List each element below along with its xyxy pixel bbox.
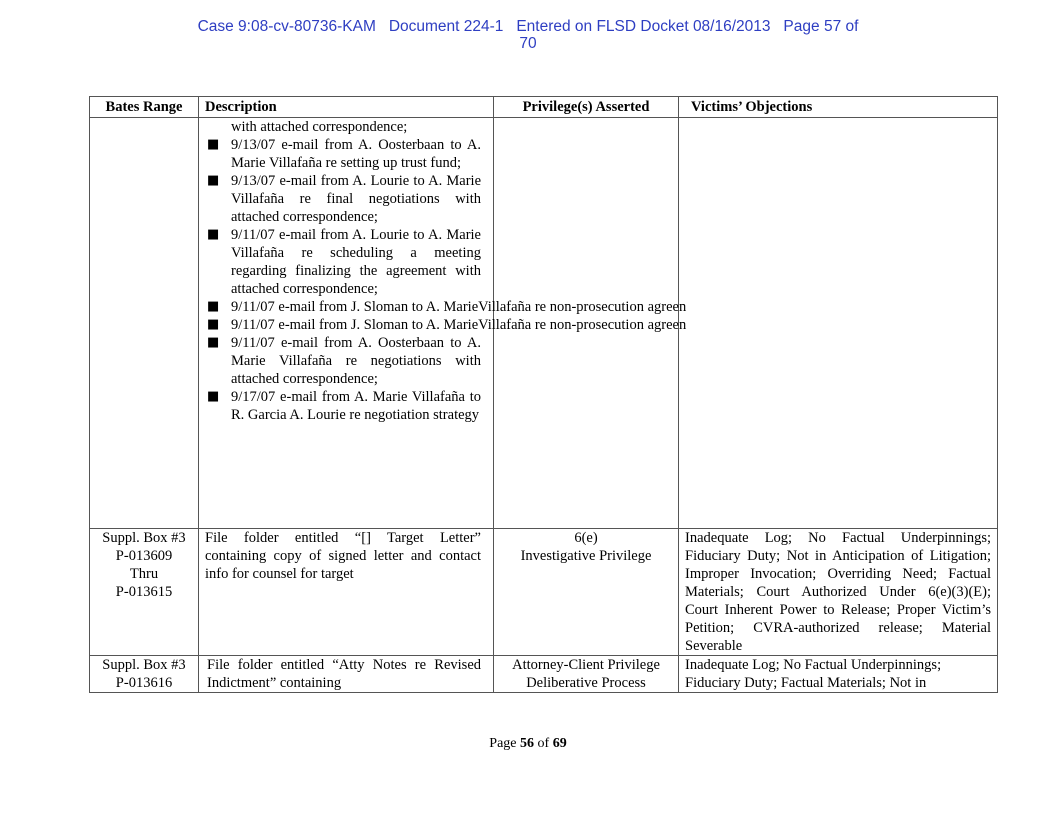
bates-start: P-013616 (115, 675, 173, 691)
table-header-row (90, 97, 998, 118)
footer-of: of (534, 736, 553, 751)
case-header-line1: Case 9:08-cv-80736-KAM Document 224-1 Entered on FLSD Docket 08/16/2013 Page 57 of (197, 18, 859, 35)
bates-cell (90, 529, 199, 656)
privilege-cell (494, 656, 679, 693)
objection-line: Inadequate Log; No Factual Underpinnings; (685, 657, 942, 673)
privilege-cell (494, 529, 679, 656)
list-item: ■ 9/13/07 e-mail from A. Oosterbaan to A. Marie Villafaña re setting up trust fund; (207, 136, 481, 172)
description-cell (199, 118, 687, 529)
privilege-log-table (89, 96, 998, 693)
table-row (90, 529, 998, 656)
list-item: ■ 9/11/07 e-mail from J. Sloman to A. MarieVillafaña re non-prosecution agreen (207, 298, 481, 316)
bates-box: Suppl. Box #3 (102, 530, 186, 546)
description-continuation: with attached correspondence; (231, 119, 408, 135)
column-header-privileges: Privilege(s) Asserted (494, 97, 679, 118)
column-header-objections: Victims’ Objections (679, 97, 998, 118)
list-item: ■ 9/13/07 e-mail from A. Lourie to A. Marie Villafaña re final negotiations with attached correspondence; (207, 172, 481, 226)
privilege-item: Investigative Privilege (520, 548, 652, 564)
table-row (90, 656, 998, 693)
objections-cell (679, 118, 998, 529)
list-item: ■ 9/17/07 e-mail from A. Marie Villafaña to R. Garcia A. Lourie re negotiation strategy (207, 388, 481, 424)
bates-thru: Thru (129, 566, 159, 582)
privilege-item: 6(e) (574, 530, 598, 546)
list-item: ■ 9/11/07 e-mail from J. Sloman to A. MarieVillafaña re non-prosecution agreen (207, 316, 481, 334)
email-bullet-list (207, 136, 687, 424)
privilege-item: Attorney-Client Privilege (512, 657, 660, 673)
page-footer (0, 736, 1056, 752)
bates-cell (90, 656, 199, 693)
column-header-description: Description (199, 97, 494, 118)
bates-start: P-013609 (115, 548, 173, 564)
bates-end: P-013615 (115, 584, 173, 600)
list-item: ■ 9/11/07 e-mail from A. Oosterbaan to A. Marie Villafaña re negotiations with attached correspondence; (207, 334, 481, 388)
bates-cell (90, 118, 199, 529)
case-header-line2: 70 (519, 35, 537, 52)
objections-cell: Inadequate Log; No Factual Underpinnings; Fiduciary Duty; Not in Anticipation of Litigation; Improper Invocation; Overriding Need; Factual Materials; Court Authorized Under 6(e)(3)(E); Court Inherent Power to Release; Proper Victim’s Petition; CVRA-authorized release; Material Severable (679, 529, 998, 656)
table-row (90, 118, 998, 529)
privilege-item: Deliberative Process (526, 675, 646, 691)
footer-page-number: 56 (520, 736, 535, 751)
description-cell: File folder entitled “Atty Notes re Revised Indictment” containing (199, 656, 494, 693)
footer-prefix: Page (489, 736, 521, 751)
objection-line: Fiduciary Duty; Factual Materials; Not in (685, 675, 927, 691)
footer-page-total: 69 (552, 736, 567, 751)
case-header (150, 18, 906, 52)
list-item: ■ 9/11/07 e-mail from A. Lourie to A. Marie Villafaña re scheduling a meeting regarding finalizing the agreement with attached correspondence; (207, 226, 481, 298)
bates-box: Suppl. Box #3 (102, 657, 186, 673)
description-cell: File folder entitled “[] Target Letter” containing copy of signed letter and contact info for counsel for target (199, 529, 494, 656)
column-header-bates-range: Bates Range (90, 97, 199, 118)
objections-cell (679, 656, 998, 693)
